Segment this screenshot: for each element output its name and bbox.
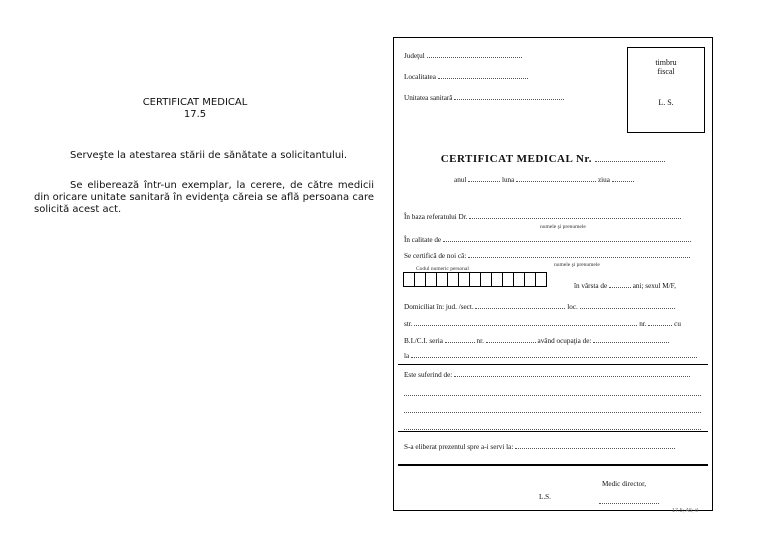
anul-label: anul [454, 176, 467, 184]
divider-1 [398, 364, 708, 365]
bi-nr-field[interactable] [486, 336, 536, 343]
luna-label: luna [501, 176, 515, 184]
referat-field[interactable] [469, 212, 681, 219]
suferind-label: Este suferind de: [404, 371, 453, 379]
judetul-label: Judeţul [404, 52, 425, 60]
unitatea-label: Unitatea sanitară [404, 94, 453, 102]
diagnosis-field[interactable] [404, 389, 701, 396]
left-title [110, 97, 280, 121]
referat-label: În baza referatului Dr. [404, 213, 468, 221]
strada-label: str. [404, 320, 413, 328]
localitatea-line [404, 72, 622, 82]
paragraph-issuance [34, 180, 374, 216]
la-label: la [404, 352, 410, 360]
numar-label: nr. [639, 320, 647, 328]
varsta-label: în vârsta de [574, 282, 608, 290]
cu-label: cu [674, 320, 681, 328]
varsta-line [574, 281, 704, 291]
anul-field[interactable] [468, 175, 500, 182]
certificate-number-field[interactable] [595, 153, 665, 162]
calitate-line [404, 235, 704, 245]
sector-field[interactable] [475, 302, 565, 309]
purpose-text: Serveşte la atestarea stării de sănătate a solicitantului. [70, 150, 348, 161]
certifica-label: Se certifică de noi că: [404, 252, 467, 260]
eliberat-line [404, 442, 704, 452]
ziua-label: ziua [597, 176, 610, 184]
stamp-ls: L. S. [658, 98, 674, 107]
certifica-line [404, 251, 704, 261]
cnp-box[interactable] [535, 272, 547, 287]
ani-sex-label: ani; sexul M/F, [632, 282, 676, 290]
diagnosis-line [404, 406, 704, 416]
ocupatia-label: având ocupaţia de: [537, 337, 592, 345]
numar-field[interactable] [648, 319, 672, 326]
date-line [454, 175, 704, 185]
referat-line [404, 212, 704, 222]
cnp-boxes[interactable] [403, 272, 546, 287]
localitatea-field[interactable] [438, 72, 528, 79]
diagnosis-line [404, 389, 704, 399]
divider-2 [398, 431, 708, 432]
divider-3 [398, 464, 708, 466]
name-hint-1: numele şi prenumele [540, 224, 586, 230]
stamp-label-1: timbru [655, 58, 677, 67]
medic-director-label: Medic director, [602, 480, 647, 488]
unitatea-field[interactable] [454, 93, 564, 100]
fiscal-stamp-box [627, 47, 705, 133]
certificate-title-text: CERTIFICAT MEDICAL Nr. [440, 153, 593, 165]
domiciliu-label: Domiciliat în: jud. /sect. [404, 303, 474, 311]
eliberat-label: S-a eliberat prezentul spre a-i servi la: [404, 443, 514, 451]
certificate-title [394, 153, 712, 164]
stamp-label-2: fiscal [657, 67, 675, 76]
diagnosis-field[interactable] [404, 406, 701, 413]
strada-line [404, 319, 704, 329]
title-line-2: 17.5 [183, 109, 207, 120]
strada-field[interactable] [414, 319, 637, 326]
paragraph-purpose [34, 150, 374, 162]
la-line [404, 351, 704, 361]
localitatea-label: Localitatea [404, 73, 436, 81]
eliberat-field[interactable] [515, 442, 675, 449]
bi-line [404, 336, 704, 346]
name-hint-2: numele şi prenumele [554, 262, 600, 268]
calitate-label: În calitate de [404, 236, 442, 244]
la-field[interactable] [411, 351, 697, 358]
certificate-form [393, 37, 713, 511]
bi-serie-field[interactable] [445, 336, 475, 343]
suferind-line [404, 370, 704, 380]
issuance-text: Se eliberează într-un exemplar, la cerere, de către medicii din oricare unitate sanitară în evidenţa căreia se află persoana care solicită acest act. [34, 180, 374, 215]
luna-field[interactable] [516, 175, 596, 182]
ls-label: L.S. [539, 493, 551, 501]
title-line-1: CERTIFICAT MEDICAL [142, 97, 248, 108]
suferind-field[interactable] [454, 370, 690, 377]
bi-label: B.I./C.I. seria [404, 337, 443, 345]
judetul-field[interactable] [427, 51, 522, 58]
loc-field[interactable] [580, 302, 675, 309]
signature-field[interactable] [599, 497, 659, 504]
unitatea-line [404, 93, 622, 103]
ziua-field[interactable] [612, 175, 634, 182]
diagnosis-field[interactable] [404, 423, 701, 430]
ocupatia-field[interactable] [593, 336, 669, 343]
judetul-line [404, 51, 622, 61]
cnp-label: Codul numeric personal [416, 266, 469, 272]
varsta-field[interactable] [609, 281, 631, 288]
signature-line [599, 497, 704, 507]
loc-label: loc. [567, 303, 578, 311]
form-code: 17.5; A5; tl [672, 508, 698, 514]
bi-nr-label: nr. [476, 337, 484, 345]
certifica-field[interactable] [468, 251, 690, 258]
calitate-field[interactable] [443, 235, 691, 242]
domiciliu-line [404, 302, 704, 312]
